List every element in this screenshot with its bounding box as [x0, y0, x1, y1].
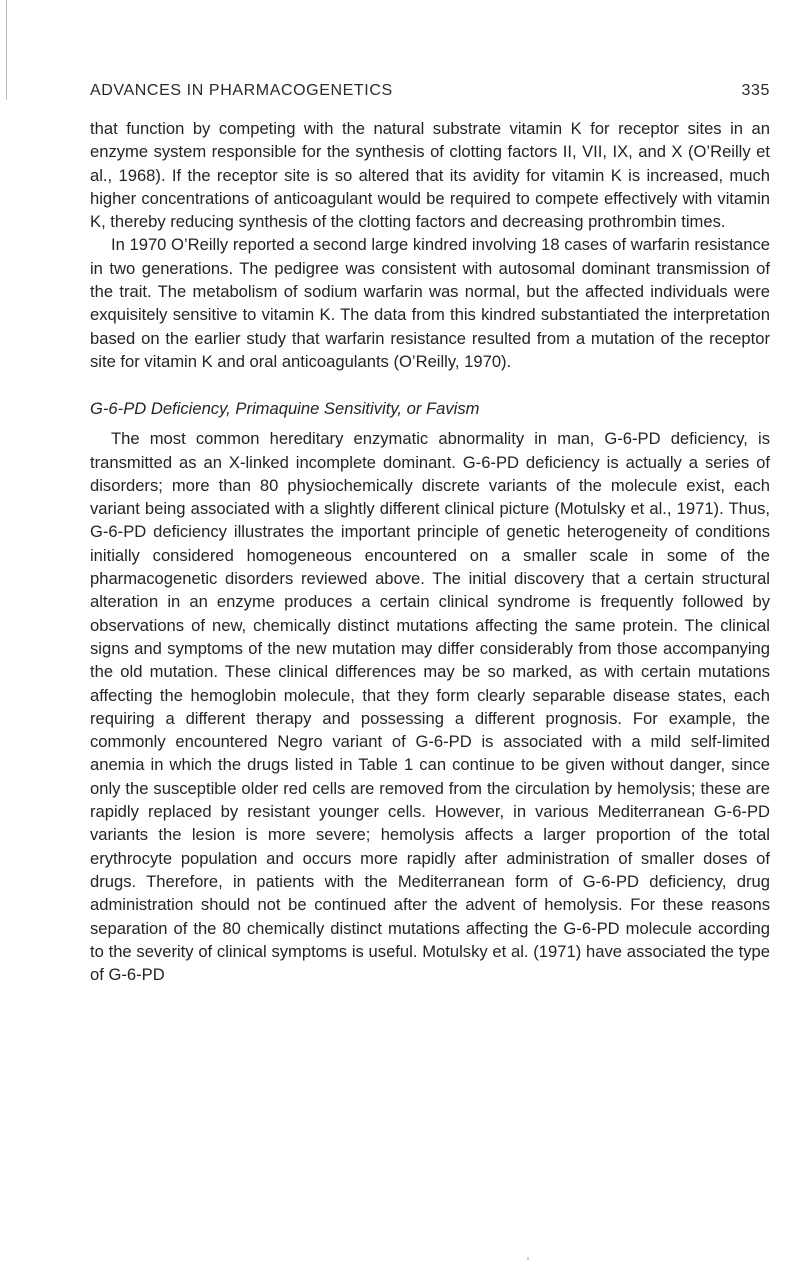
running-title: ADVANCES IN PHARMACOGENETICS: [90, 82, 393, 99]
running-header: [90, 82, 770, 100]
section-heading-g6pd: G-6-PD Deficiency, Primaquine Sensitivity, or Favism: [90, 399, 480, 419]
page-number: 335: [741, 82, 770, 99]
paragraph-g6pd-deficiency: The most common hereditary enzymatic abnormality in man, G-6-PD deficiency, is transmitted as an X-linked incomplete dominant. G-6-PD deficiency is actually a series of disorders; more than 80 physiochemically discrete variants of the molecule exist, each variant being associated with a slightly different clinical picture (Motulsky et al., 1971). Thus, G-6-PD deficiency illustrates the important principle of genetic heterogeneity of conditions initially considered homogeneous encountered on a smaller scale in some of the pharmacogenetic disorders reviewed above. The initial discovery that a certain structural alteration in an enzyme produces a certain clinical syndrome is frequently followed by observations of new, chemically distinct mutations affecting the same protein. The clinical signs and symptoms of the new mutation may differ considerably from those accompanying the old mutation. These clinical differences may be so marked, as with certain mutations affecting the hemoglobin molecule, that they form clearly separable disease states, each requiring a different therapy and possessing a different prognosis. For example, the commonly encountered Negro variant of G-6-PD is associated with a mild self-limited anemia in which the drugs listed in Table 1 can continue to be given without danger, since only the susceptible older red cells are removed from the circulation by hemolysis; these are rapidly replaced by resistant younger cells. However, in various Mediterranean G-6-PD variants the lesion is more severe; hemolysis affects a larger proportion of the total erythrocyte population and occurs more rapidly after administration of smaller doses of drugs. Therefore, in patients with the Mediterranean form of G-6-PD deficiency, drug administration should not be continued after the advent of hemolysis. For these reasons separation of the 80 chemically distinct mutations affecting the G-6-PD molecule according to the severity of clinical symptoms is useful. Motulsky et al. (1971) have associated the type of G-6-PD: [90, 429, 770, 985]
scan-margin-line: [6, 0, 7, 100]
body-text: [90, 117, 770, 986]
paragraph-oreilly-1970: In 1970 O’Reilly reported a second large kindred involving 18 cases of warfarin resistance in two generations. The pedigree was consistent with autosomal dominant transmission of the trait. The metabolism of sodium warfarin was normal, but the affected individuals were exquisitely sensitive to vitamin K. The data from this kindred substantiated the interpretation based on the earlier study that warfarin resistance resulted from a mutation of the receptor site for vitamin K and oral anticoagulants (O’Reilly, 1970).: [90, 235, 770, 371]
scan-speck: [527, 1257, 529, 1260]
paragraph-continuation: that function by competing with the natural substrate vitamin K for receptor sites in an enzyme system responsible for the synthesis of clotting factors II, VII, IX, and X (O’Reilly et al., 1968). If the receptor site is so altered that its avidity for vitamin K is increased, much higher concentrations of anticoagulant would be required to compete effectively with vitamin K, thereby reducing synthesis of the clotting factors and decreasing prothrombin times.: [90, 119, 770, 232]
